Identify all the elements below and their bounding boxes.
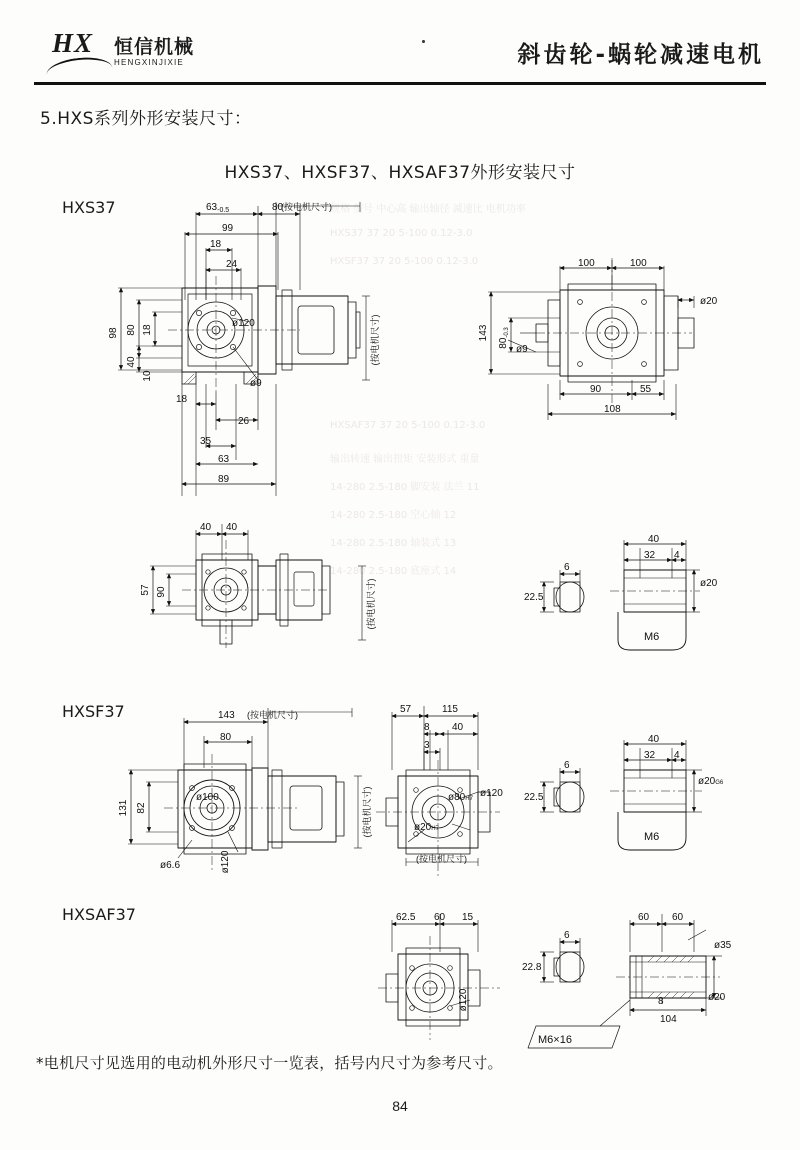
bleed-through-text: 14-280 2.5-180 脚安装 法兰 11: [330, 482, 480, 493]
svg-text:ø35: ø35: [714, 940, 732, 951]
svg-text:ø20: ø20: [700, 296, 718, 307]
svg-text:90: 90: [590, 384, 602, 395]
header-divider: [34, 82, 766, 85]
bleed-through-text: 规格 型号 中心高 输出轴径 减速比 电机功率: [330, 204, 526, 215]
section-heading: 5.HXS系列外形安装尺寸：: [40, 109, 252, 129]
svg-text:100: 100: [630, 258, 647, 269]
svg-text:80-0.3: $80_{-0.3}$: [498, 327, 510, 349]
bleed-through-text: 14-280 2.5-180 空心轴 12: [330, 510, 457, 521]
logo-company-pinyin: HENGXINJIXIE: [114, 58, 184, 67]
svg-text:ø120: ø120: [232, 318, 255, 329]
svg-text:8: 8: [658, 996, 664, 1007]
svg-text:(按电机尺寸): (按电机尺寸): [362, 786, 372, 838]
svg-text:4: 4: [674, 750, 680, 761]
svg-text:40: 40: [200, 522, 212, 533]
svg-text:3: 3: [424, 740, 430, 751]
svg-text:40: 40: [226, 522, 238, 533]
svg-text:82: 82: [136, 802, 147, 814]
svg-text:ø9: ø9: [250, 378, 262, 389]
svg-text:ø120: ø120: [220, 850, 231, 874]
bleed-through-text: HXSF37 37 20 5-100 0.12-3.0: [330, 256, 479, 267]
bleed-through-text: HXSAF37 37 20 5-100 0.12-3.0: [330, 420, 486, 431]
svg-text:32: 32: [644, 550, 656, 561]
svg-text:18: 18: [210, 239, 222, 250]
svg-text:80: 80: [272, 202, 284, 213]
svg-text:ø80H7: ø80H7: [448, 792, 473, 803]
svg-text:22.5: 22.5: [524, 792, 544, 803]
model-label-hxsaf37: HXSAF37: [62, 905, 136, 924]
bleed-through-text: 14-280 2.5-180 轴装式 13: [330, 538, 457, 549]
svg-text:ø20: ø20: [708, 992, 726, 1003]
svg-text:35: 35: [200, 436, 212, 447]
svg-text:M6: M6: [644, 631, 660, 643]
svg-text:ø9: ø9: [516, 344, 528, 355]
bleed-through-text: 输出转速 输出扭矩 安装形式 重量: [330, 454, 480, 465]
svg-text:90: 90: [156, 586, 167, 598]
svg-text:10: 10: [142, 370, 153, 382]
svg-text:60: 60: [672, 912, 684, 923]
header-dot: [422, 40, 425, 43]
svg-text:(按电机尺寸): (按电机尺寸): [366, 578, 376, 630]
svg-text:ø100: ø100: [196, 792, 219, 803]
svg-text:ø6.6: ø6.6: [160, 860, 181, 871]
svg-text:6: 6: [564, 562, 570, 573]
svg-text:89: 89: [218, 474, 230, 485]
logo-mark: HX: [52, 28, 94, 58]
svg-text:40: 40: [126, 356, 137, 368]
svg-text:ø120: ø120: [458, 988, 469, 1012]
svg-text:18: 18: [176, 394, 188, 405]
svg-text:40: 40: [648, 734, 660, 745]
svg-text:143: 143: [218, 710, 235, 721]
bleed-through-text: 14-280 2.5-180 底座式 14: [330, 566, 457, 577]
logo-company-name: 恒信机械: [114, 36, 195, 58]
svg-text:M6×16: M6×16: [538, 1034, 572, 1046]
svg-text:6: 6: [564, 930, 570, 941]
svg-text:ø20H7: ø20H7: [414, 822, 439, 833]
svg-text:55: 55: [640, 384, 652, 395]
svg-text:40: 40: [648, 534, 660, 545]
svg-text:(按电机尺寸): (按电机尺寸): [416, 854, 467, 864]
svg-text:15: 15: [462, 912, 474, 923]
svg-text:100: 100: [578, 258, 595, 269]
bleed-through-text: HXS37 37 20 5-100 0.12-3.0: [330, 228, 473, 239]
figure-title: HXS37、HXSF37、HXSAF37外形安装尺寸: [224, 163, 576, 183]
svg-text:98: 98: [108, 327, 119, 339]
svg-text:80: 80: [220, 732, 232, 743]
svg-text:60: 60: [434, 912, 446, 923]
svg-text:(按电机尺寸): (按电机尺寸): [281, 202, 332, 212]
svg-text:99: 99: [222, 223, 234, 234]
svg-text:63-0.5: $63_{-0.5}$: [206, 202, 230, 214]
footnote: *电机尺寸见选用的电动机外形尺寸一览表，括号内尺寸为参考尺寸。: [36, 1054, 503, 1072]
svg-text:24: 24: [226, 259, 238, 270]
svg-text:ø20G6: ø20G6: [698, 776, 724, 787]
svg-text:62.5: 62.5: [396, 912, 416, 923]
svg-text:(按电机尺寸): (按电机尺寸): [370, 314, 380, 366]
svg-text:80: 80: [126, 324, 137, 336]
svg-text:40: 40: [452, 722, 464, 733]
svg-text:57: 57: [400, 704, 412, 715]
company-logo: [46, 28, 246, 80]
svg-text:6: 6: [564, 760, 570, 771]
page-number: 84: [392, 1098, 408, 1114]
header-title: 斜齿轮-蜗轮减速电机: [517, 42, 764, 68]
model-label-hxs37: HXS37: [62, 198, 116, 217]
svg-text:22.8: 22.8: [522, 962, 542, 973]
svg-text:104: 104: [660, 1014, 677, 1025]
svg-text:108: 108: [604, 404, 621, 415]
svg-text:22.5: 22.5: [524, 592, 544, 603]
svg-text:57: 57: [140, 584, 151, 596]
svg-text:ø120: ø120: [480, 788, 503, 799]
svg-text:26: 26: [238, 416, 250, 427]
page-header: [34, 26, 766, 84]
svg-text:60: 60: [638, 912, 650, 923]
svg-text:32: 32: [644, 750, 656, 761]
svg-text:4: 4: [674, 550, 680, 561]
svg-text:131: 131: [118, 799, 129, 817]
svg-text:18: 18: [142, 324, 153, 336]
svg-text:(按电机尺寸): (按电机尺寸): [247, 710, 298, 720]
model-label-hxsf37: HXSF37: [62, 702, 125, 721]
svg-text:8: 8: [424, 722, 430, 733]
svg-text:ø20: ø20: [700, 578, 718, 589]
svg-text:M6: M6: [644, 831, 660, 843]
svg-text:143: 143: [478, 324, 489, 342]
svg-text:115: 115: [442, 704, 458, 715]
svg-text:63: 63: [218, 454, 230, 465]
